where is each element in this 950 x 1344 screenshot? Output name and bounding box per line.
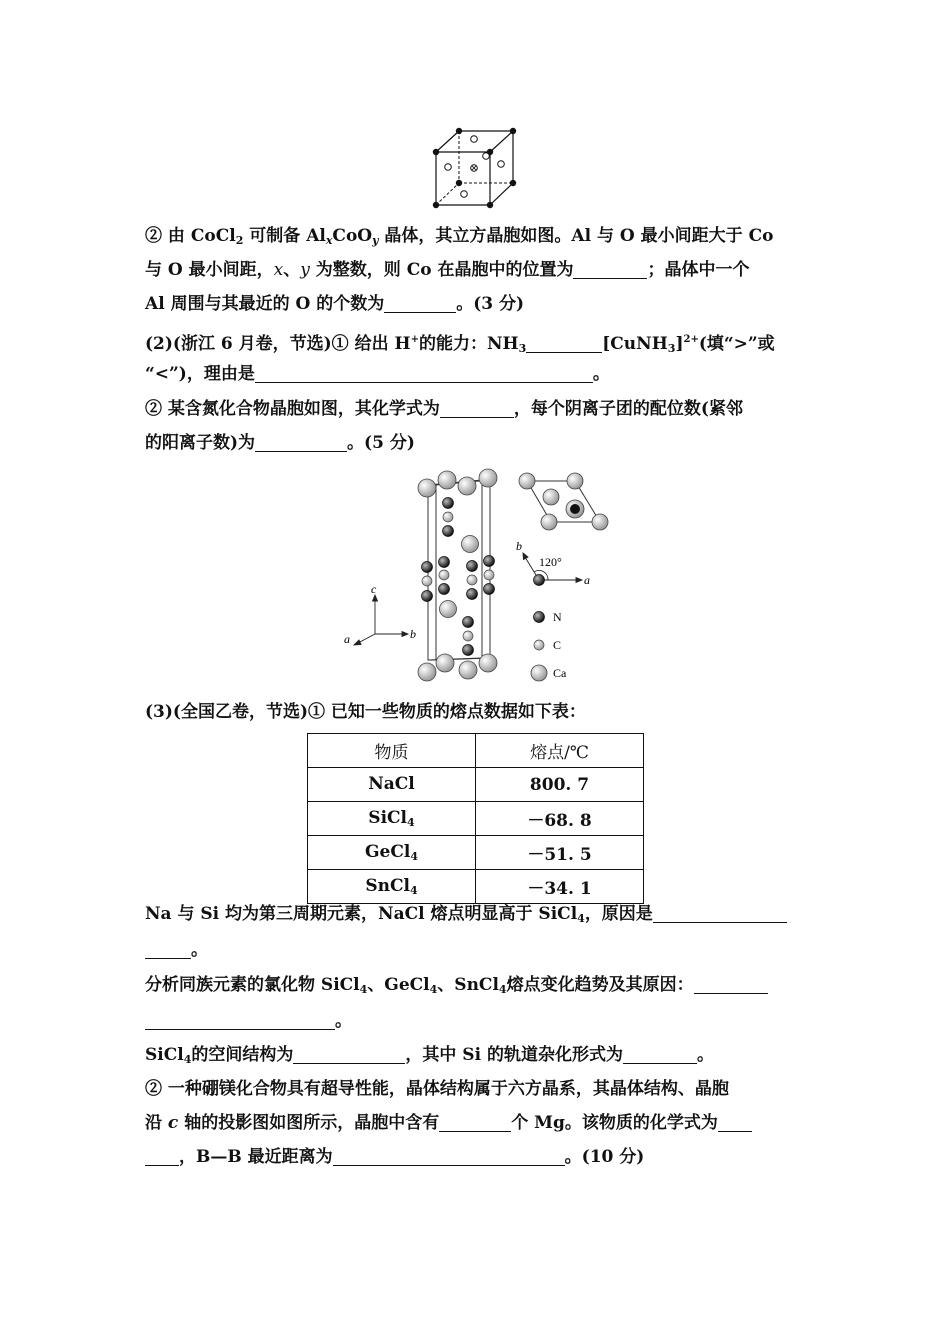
axis-b-label: b [410,627,416,641]
cubic-cell-figure [428,124,522,214]
text: Al 周围与其最近的 O 的个数为 [145,294,385,314]
text: [CuNH [602,334,668,354]
table-row [308,802,644,836]
variable-y: y [300,260,310,280]
text: 。(3 分) [456,294,525,314]
legend-n-marker [534,612,545,623]
subscript: 3 [667,342,676,355]
text: 轴的投影图如图所示，晶胞中含有 [178,1113,440,1133]
q3-line4 [145,1004,807,1038]
subscript: y [372,234,379,247]
text: 、 [283,260,301,280]
answer-blank[interactable] [384,292,456,313]
table-cell [308,802,476,836]
subscript: 4 [429,983,438,996]
answer-blank[interactable] [573,258,647,279]
text: ] [675,334,684,354]
text: ，其中 Si 的轨道杂化形式为 [405,1045,623,1065]
projection-b-label: b [516,539,522,553]
projection-a-label: a [584,573,590,587]
text: 为整数，则 Co 在晶胞中的位置为 [309,260,574,280]
circled-two-label: ② [145,226,162,246]
text: 晶体，其立方晶胞如图。Al 与 O 最小间距大于 Co [378,226,774,246]
answer-blank[interactable] [440,397,514,418]
legend-ca-marker [531,665,547,681]
text: SiCl [145,1045,184,1065]
subscript: 4 [577,912,585,925]
text: ，每个阴离子团的配位数(紧邻 [513,399,743,419]
answer-blank[interactable] [145,938,191,959]
text: 、SnCl [437,975,499,995]
text: Na 与 Si 均为第三周期元素，NaCl 熔点明显高于 SiCl [145,904,578,924]
text: 的能力：NH [418,334,519,354]
legend-c-marker [534,640,544,650]
q3-intro [145,695,807,729]
text: 的阳离子数)为 [145,433,256,453]
answer-blank[interactable] [718,1111,752,1132]
q3-line1 [145,897,807,936]
text: 沿 [145,1113,168,1133]
nitride-cell-figure [340,462,620,690]
table-cell: 800. 7 [476,768,644,802]
text: (2)(浙江 6 月卷，节选)① 给出 H [145,334,411,354]
text: 可制备 Al [243,226,326,246]
table-cell [308,768,476,802]
table-cell: －51. 5 [476,836,644,870]
table-row [308,836,644,870]
subscript: 4 [409,884,418,897]
table-header-row [308,734,644,768]
q3-line2 [145,933,807,967]
subscript: 3 [518,342,527,355]
q2-line4 [145,426,807,460]
text: 分析同族元素的氯化物 SiCl [145,975,360,995]
melting-point-table [307,733,644,904]
substance-name: NaCl [368,774,415,794]
legend-n-label: N [553,610,562,624]
table-cell: －34. 1 [476,870,644,904]
table-header-cell: 熔点/℃ [476,734,644,768]
q3-line3 [145,968,807,1007]
answer-blank[interactable] [145,1009,335,1030]
subscript: 4 [407,816,415,829]
text: (3)(全国乙卷，节选)① 已知一些物质的熔点数据如下表： [145,702,586,722]
text: 、GeCl [367,975,430,995]
text: 个 Mg。该物质的化学式为 [511,1113,718,1133]
text: 由 CoCl [162,226,236,246]
table-row [308,768,644,802]
text: 。 [592,364,610,384]
substance-name: SnCl [365,876,410,896]
text: ，原因是 [584,904,653,924]
answer-blank[interactable] [439,1111,511,1132]
legend-ca-label: Ca [553,666,567,680]
axis-a-label: a [344,632,350,646]
subscript: 4 [498,983,507,996]
text: 。(5 分) [347,433,415,453]
text: ② 某含氮化合物晶胞如图，其化学式为 [145,399,440,419]
subscript: x [325,234,333,247]
q3-line8 [145,1140,807,1174]
text: ，B—B 最近距离为 [179,1147,333,1167]
text: (填“>”或 [698,334,775,354]
answer-blank[interactable] [255,431,347,452]
text: 熔点变化趋势及其原因： [506,975,694,995]
text: ② 一种硼镁化合物具有超导性能，晶体结构属于六方晶系，其晶体结构、晶胞 [145,1079,729,1099]
substance-name: SiCl [368,808,408,828]
answer-blank[interactable] [255,362,593,383]
text: ；晶体中一个 [647,260,750,280]
variable-x: x [273,260,284,280]
subscript: 2 [235,234,244,247]
text: “<”)，理由是 [145,364,255,384]
variable-c: c [167,1113,179,1133]
q2-line3 [145,392,807,426]
text: 。 [335,1011,352,1031]
answer-blank[interactable] [694,973,768,994]
angle-label: 120° [539,555,562,569]
answer-blank[interactable] [623,1043,697,1064]
text: 。 [191,940,208,960]
q1-part2-line3 [145,287,807,321]
text: 。(10 分) [564,1147,645,1167]
legend-c-label: C [553,638,562,652]
subscript: 4 [183,1053,192,1066]
text: 的空间结构为 [191,1045,294,1065]
q3-line6 [145,1072,807,1106]
text: CoO [332,226,373,246]
answer-blank[interactable] [333,1145,565,1166]
answer-blank[interactable] [293,1043,405,1064]
subscript: 4 [410,850,418,863]
table-cell [308,836,476,870]
q1-part2-line2 [145,253,807,287]
text: 。 [696,1045,714,1065]
text: 与 O 最小间距， [145,260,274,280]
table-header-cell: 物质 [308,734,476,768]
answer-blank[interactable] [653,902,787,923]
q3-line7 [145,1106,807,1140]
superscript: 2+ [683,334,699,345]
axis-c-label: c [371,582,377,596]
superscript: + [410,334,419,345]
q2-line2 [145,357,807,391]
subscript: 4 [359,983,368,996]
table-cell: －68. 8 [476,802,644,836]
substance-name: GeCl [365,842,411,862]
answer-blank[interactable] [526,332,602,353]
answer-blank[interactable] [145,1145,179,1166]
